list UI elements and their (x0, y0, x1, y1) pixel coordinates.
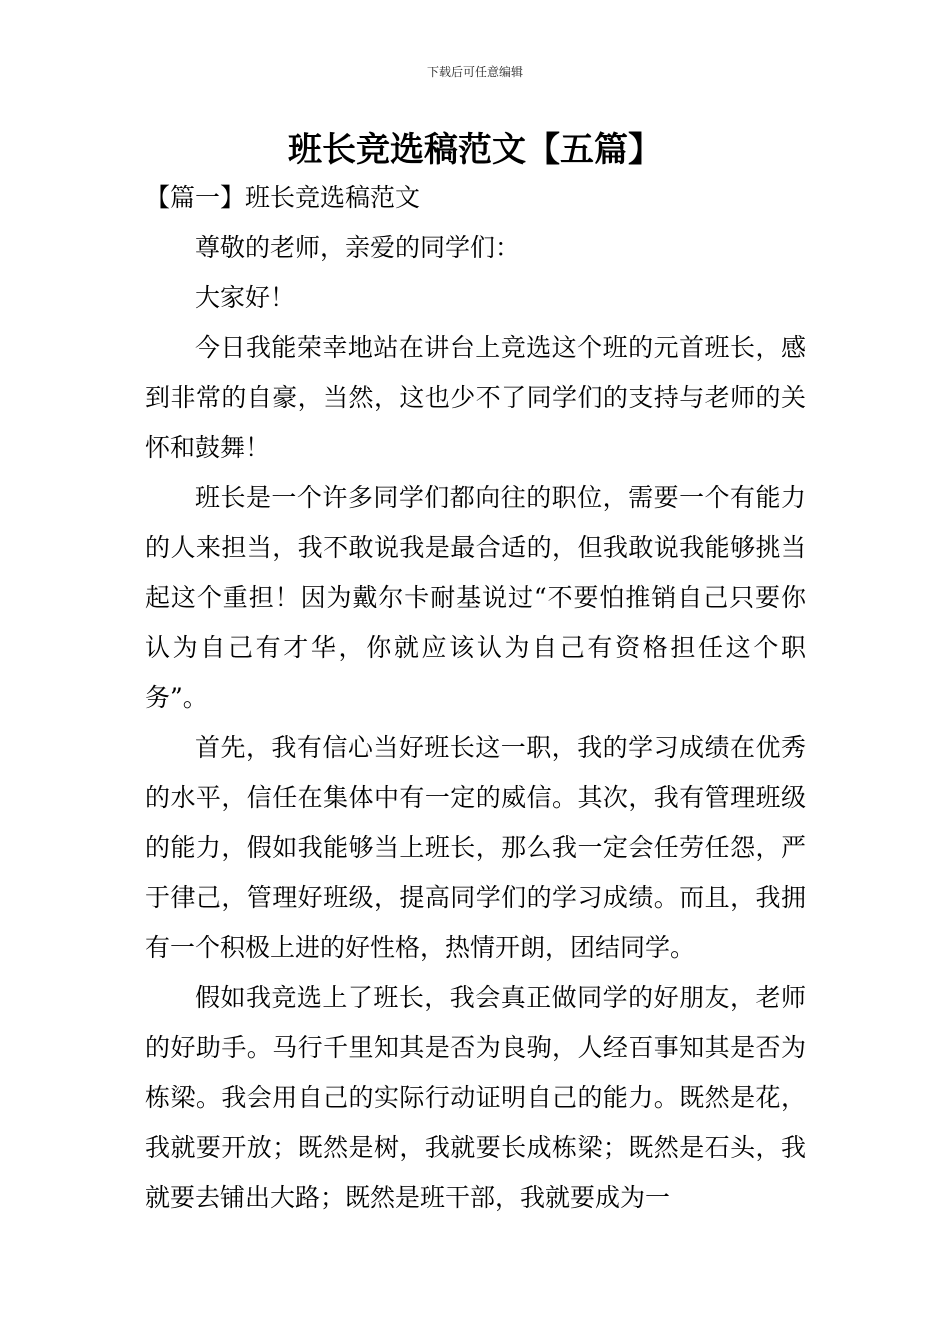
paragraph-promise: 假如我竞选上了班长，我会真正做同学的好朋友，老师的好助手。马行千里知其是否为良驹，人经百事知其是否为栋梁。我会用自己的实际行动证明自己的能力。既然是花，我就要开放；既然是树，我就要长成栋梁；既然是石头，我就要去铺出大路；既然是班干部，我就要成为一 (145, 983, 806, 1212)
paragraph-intro: 今日我能荣幸地站在讲台上竞选这个班的元首班长，感到非常的自豪，当然，这也少不了同学们的支持与老师的关怀和鼓舞！ (145, 333, 806, 462)
document-body (145, 223, 806, 1223)
paragraph-greeting: 大家好！ (195, 283, 296, 312)
header-note: 下载后可任意编辑 (426, 65, 523, 79)
document-title: 班长竞选稿范文【五篇】 (288, 130, 662, 170)
paragraph-role: 班长是一个许多同学们都向往的职位，需要一个有能力的人来担当，我不敢说我是最合适的，但我敢说我能够挑当起这个重担！因为戴尔卡耐基说过“不要怕推销自己只要你认为自己有才华，你就应该认为自己有资格担任这个职务”。 (145, 483, 806, 712)
paragraph-salutation: 尊敬的老师，亲爱的同学们： (195, 233, 521, 262)
paragraph-qualifications: 首先，我有信心当好班长这一职，我的学习成绩在优秀的水平，信任在集体中有一定的威信。其次，我有管理班级的能力，假如我能够当上班长，那么我一定会任劳任怨，严于律己，管理好班级，提高同学们的学习成绩。而且，我拥有一个积极上进的好性格，热情开朗，团结同学。 (145, 733, 806, 962)
section-heading: 【篇一】班长竞选稿范文 (145, 183, 421, 212)
